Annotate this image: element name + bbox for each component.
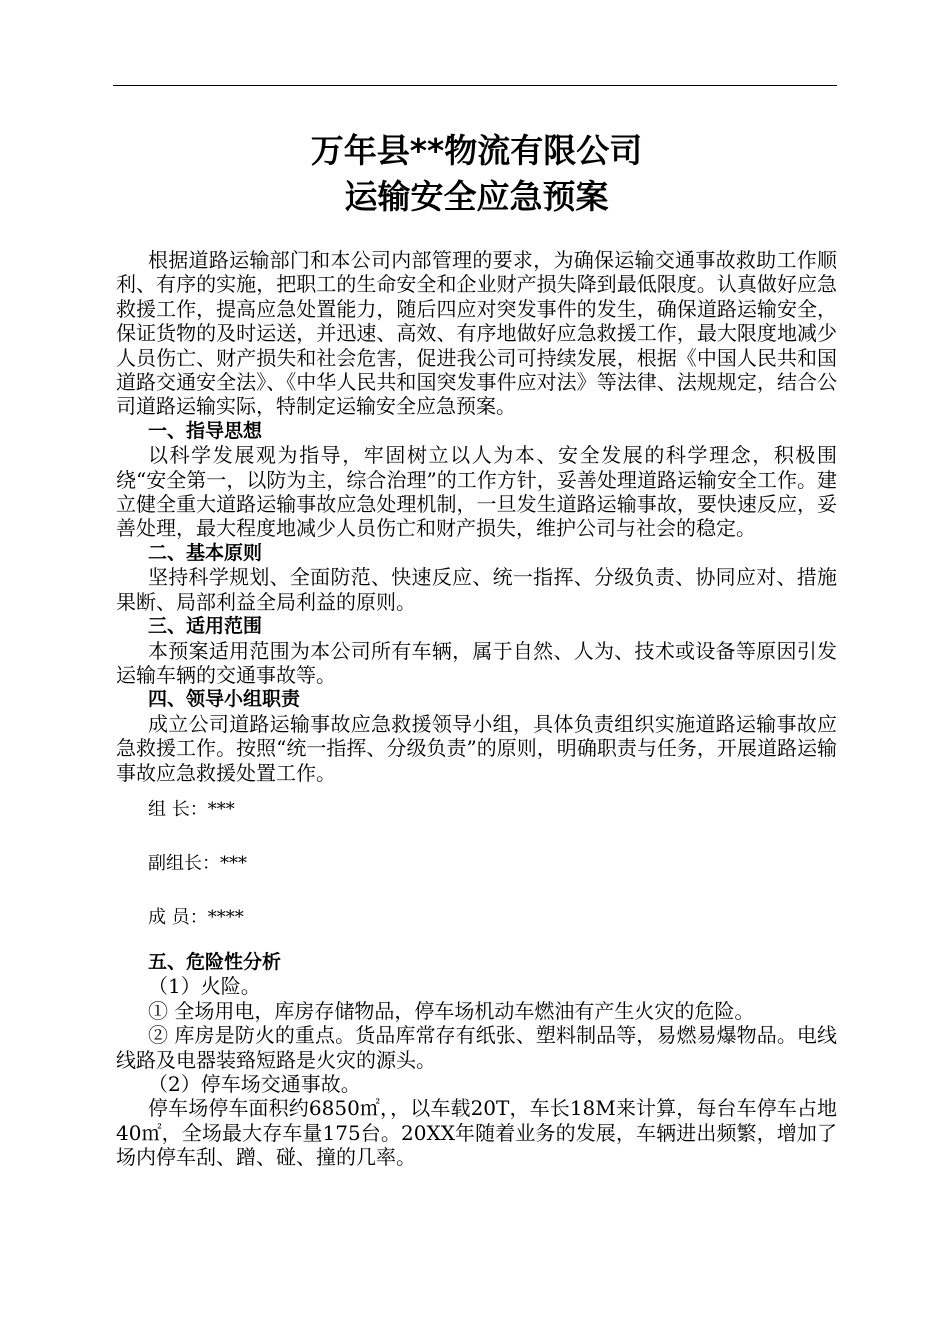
risk-item-fire-2: ② 库房是防火的重点。货品库常存有纸张、塑料制品等，易燃易爆物品。电线线路及电器装臵短路是火灾的源头。 [116, 1023, 837, 1072]
intro-paragraph: 根据道路运输部门和本公司内部管理的要求，为确保运输交通事故救助工作顺利、有序的实施，把职工的生命安全和企业财产损失降到最低限度。认真做好应急救援工作，提高应急处置能力，随后四应对突发事件的发生，确保道路运输安全，保证货物的及时运送，并迅速、高效、有序地做好应急救援工作，最大限度地减少人员伤亡、财产损失和社会危害，促进我公司可持续发展，根据《中国人民共和国道路交通安全法》、《中华人民共和国突发事件应对法》等法律、法规规定，结合公司道路运输实际，特制定运输安全应急预案。 [116, 248, 837, 419]
section-paragraph: 以科学发展观为指导，牢固树立以人为本、安全发展的科学理念，积极围绕“安全第一，以防为主，综合治理”的工作方针，妥善处理道路运输安全工作。建立健全重大道路运输事故应急处理机制，一旦发生道路运输事故，要快速反应，妥善处理，最大程度地减少人员伤亡和财产损失，维护公司与社会的稳定。 [116, 443, 837, 541]
document-title-plan: 运输安全应急预案 [344, 177, 609, 216]
section-paragraph: 坚持科学规划、全面防范、快速反应、统一指挥、分级负责、协同应对、措施果断、局部利益全局利益的原则。 [116, 565, 837, 614]
risk-item-fire: （1）火险。 [148, 974, 261, 999]
section-paragraph: 本预案适用范围为本公司所有车辆，属于自然、人为、技术或设备等原因引发运输车辆的交通事故等。 [116, 638, 837, 687]
section-heading-scope: 三、适用范围 [148, 615, 263, 638]
roster-members: 成 员：**** [148, 906, 244, 928]
section-heading-guiding-ideology: 一、指导思想 [148, 419, 263, 442]
section-heading-risk-analysis: 五、危险性分析 [148, 950, 282, 973]
document-body [116, 248, 837, 1170]
risk-item-traffic: （2）停车场交通事故。 [148, 1071, 361, 1096]
section-heading-leadership-duties: 四、领导小组职责 [148, 688, 301, 711]
roster-leader: 组 长：*** [148, 798, 235, 820]
document-title-company: 万年县**物流有限公司 [310, 131, 643, 170]
section-paragraph: 成立公司道路运输事故应急救援领导小组，具体负责组织实施道路运输事故应急救援工作。按照“统一指挥、分级负责”的原则，明确职责与任务，开展道路运输事故应急救援处置工作。 [116, 711, 837, 785]
roster-deputy-leader: 副组长：*** [148, 852, 247, 874]
risk-item-traffic-detail: 停车场停车面积约6850㎡，，以车载20T，车长18M来计算，每台车停车占地40㎡，全场最大存车量175台。20XX年随着业务的发展，车辆进出频繁，增加了场内停车刮、蹭、碰、撞的几率。 [116, 1096, 837, 1170]
section-heading-basic-principles: 二、基本原则 [148, 541, 263, 564]
document-content [116, 128, 837, 1170]
header-rule [113, 85, 837, 86]
risk-item-fire-1: ① 全场用电，库房存储物品，停车场机动车燃油有产生火灾的危险。 [148, 998, 755, 1023]
